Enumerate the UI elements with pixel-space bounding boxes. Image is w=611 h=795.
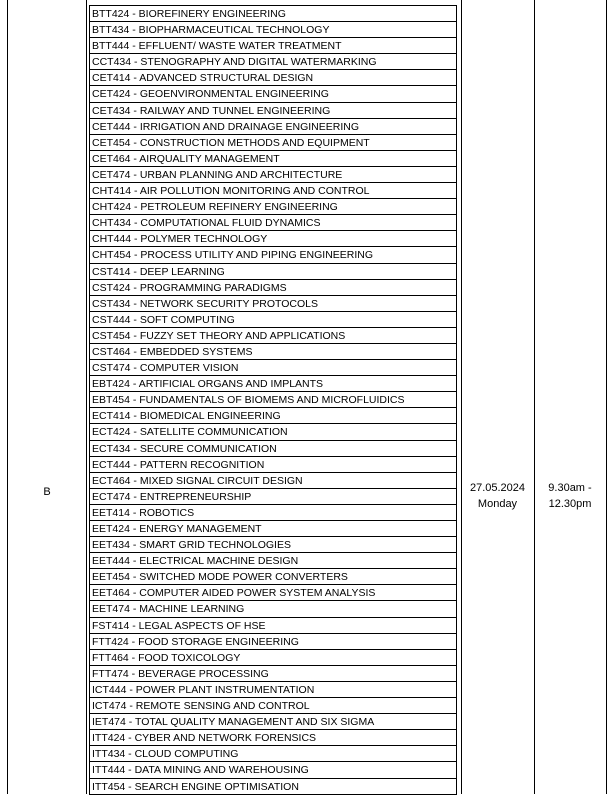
course-row: EET424 - ENERGY MANAGEMENT xyxy=(90,521,456,537)
table-border-right xyxy=(606,0,607,794)
course-row: CET414 - ADVANCED STRUCTURAL DESIGN xyxy=(90,70,456,86)
course-row: BTT444 - EFFLUENT/ WASTE WATER TREATMENT xyxy=(90,38,456,54)
course-row: CCT434 - STENOGRAPHY AND DIGITAL WATERMARKING xyxy=(90,54,456,70)
course-row: CET424 - GEOENVIRONMENTAL ENGINEERING xyxy=(90,86,456,102)
course-row: CET474 - URBAN PLANNING AND ARCHITECTURE xyxy=(90,167,456,183)
course-row: ITT424 - CYBER AND NETWORK FORENSICS xyxy=(90,730,456,746)
course-row: EET464 - COMPUTER AIDED POWER SYSTEM ANALYSIS xyxy=(90,585,456,601)
exam-day: Monday xyxy=(477,498,518,510)
course-row: FST414 - LEGAL ASPECTS OF HSE xyxy=(90,618,456,634)
exam-time-start: 9.30am - xyxy=(548,482,592,494)
exam-date: 27.05.2024 xyxy=(469,482,526,494)
course-row: FTT424 - FOOD STORAGE ENGINEERING xyxy=(90,634,456,650)
course-row: CST424 - PROGRAMMING PARADIGMS xyxy=(90,280,456,296)
course-row: CHT414 - AIR POLLUTION MONITORING AND CONTROL xyxy=(90,183,456,199)
course-row: CST434 - NETWORK SECURITY PROTOCOLS xyxy=(90,296,456,312)
exam-date-cell xyxy=(461,480,534,512)
course-row: ITT444 - DATA MINING AND WAREHOUSING xyxy=(90,762,456,778)
course-row: BTT434 - BIOPHARMACEUTICAL TECHNOLOGY xyxy=(90,22,456,38)
course-row: EBT424 - ARTIFICIAL ORGANS AND IMPLANTS xyxy=(90,376,456,392)
course-row: CHT424 - PETROLEUM REFINERY ENGINEERING xyxy=(90,199,456,215)
course-row: CST474 - COMPUTER VISION xyxy=(90,360,456,376)
course-row: BTT424 - BIOREFINERY ENGINEERING xyxy=(90,6,456,22)
course-row: CHT434 - COMPUTATIONAL FLUID DYNAMICS xyxy=(90,215,456,231)
course-row: EET414 - ROBOTICS xyxy=(90,505,456,521)
slot-label: B xyxy=(43,486,51,498)
course-row: CET434 - RAILWAY AND TUNNEL ENGINEERING xyxy=(90,103,456,119)
course-row: ECT464 - MIXED SIGNAL CIRCUIT DESIGN xyxy=(90,473,456,489)
course-row: CHT454 - PROCESS UTILITY AND PIPING ENGINEERING xyxy=(90,247,456,263)
course-row: EET474 - MACHINE LEARNING xyxy=(90,601,456,617)
course-row: ICT474 - REMOTE SENSING AND CONTROL xyxy=(90,698,456,714)
course-row: ITT454 - SEARCH ENGINE OPTIMISATION xyxy=(90,779,456,795)
course-row: EET444 - ELECTRICAL MACHINE DESIGN xyxy=(90,553,456,569)
course-row: ECT414 - BIOMEDICAL ENGINEERING xyxy=(90,408,456,424)
course-row: ECT434 - SECURE COMMUNICATION xyxy=(90,441,456,457)
course-list xyxy=(89,5,457,795)
course-row: ECT444 - PATTERN RECOGNITION xyxy=(90,457,456,473)
course-row: ECT424 - SATELLITE COMMUNICATION xyxy=(90,424,456,440)
course-row: CET454 - CONSTRUCTION METHODS AND EQUIPMENT xyxy=(90,135,456,151)
course-row: EET454 - SWITCHED MODE POWER CONVERTERS xyxy=(90,569,456,585)
course-row: CST444 - SOFT COMPUTING xyxy=(90,312,456,328)
course-row: ICT444 - POWER PLANT INSTRUMENTATION xyxy=(90,682,456,698)
course-row: EBT454 - FUNDAMENTALS OF BIOMEMS AND MICROFLUIDICS xyxy=(90,392,456,408)
table-border-courses xyxy=(461,0,462,794)
exam-time-end: 12.30pm xyxy=(548,498,592,510)
course-row: CST414 - DEEP LEARNING xyxy=(90,264,456,280)
course-row: CHT444 - POLYMER TECHNOLOGY xyxy=(90,231,456,247)
course-row: FTT474 - BEVERAGE PROCESSING xyxy=(90,666,456,682)
course-row: EET434 - SMART GRID TECHNOLOGIES xyxy=(90,537,456,553)
course-row: CST454 - FUZZY SET THEORY AND APPLICATIONS xyxy=(90,328,456,344)
course-row: CST464 - EMBEDDED SYSTEMS xyxy=(90,344,456,360)
course-row: ITT434 - CLOUD COMPUTING xyxy=(90,746,456,762)
course-row: CET444 - IRRIGATION AND DRAINAGE ENGINEERING xyxy=(90,119,456,135)
course-row: ECT474 - ENTREPRENEURSHIP xyxy=(90,489,456,505)
exam-time-cell xyxy=(534,480,606,512)
course-row: FTT464 - FOOD TOXICOLOGY xyxy=(90,650,456,666)
course-row: CET464 - AIRQUALITY MANAGEMENT xyxy=(90,151,456,167)
table-border-slot xyxy=(86,0,87,794)
table-border-date xyxy=(534,0,535,794)
table-border-left xyxy=(7,0,8,794)
course-row: IET474 - TOTAL QUALITY MANAGEMENT AND SIX SIGMA xyxy=(90,714,456,730)
